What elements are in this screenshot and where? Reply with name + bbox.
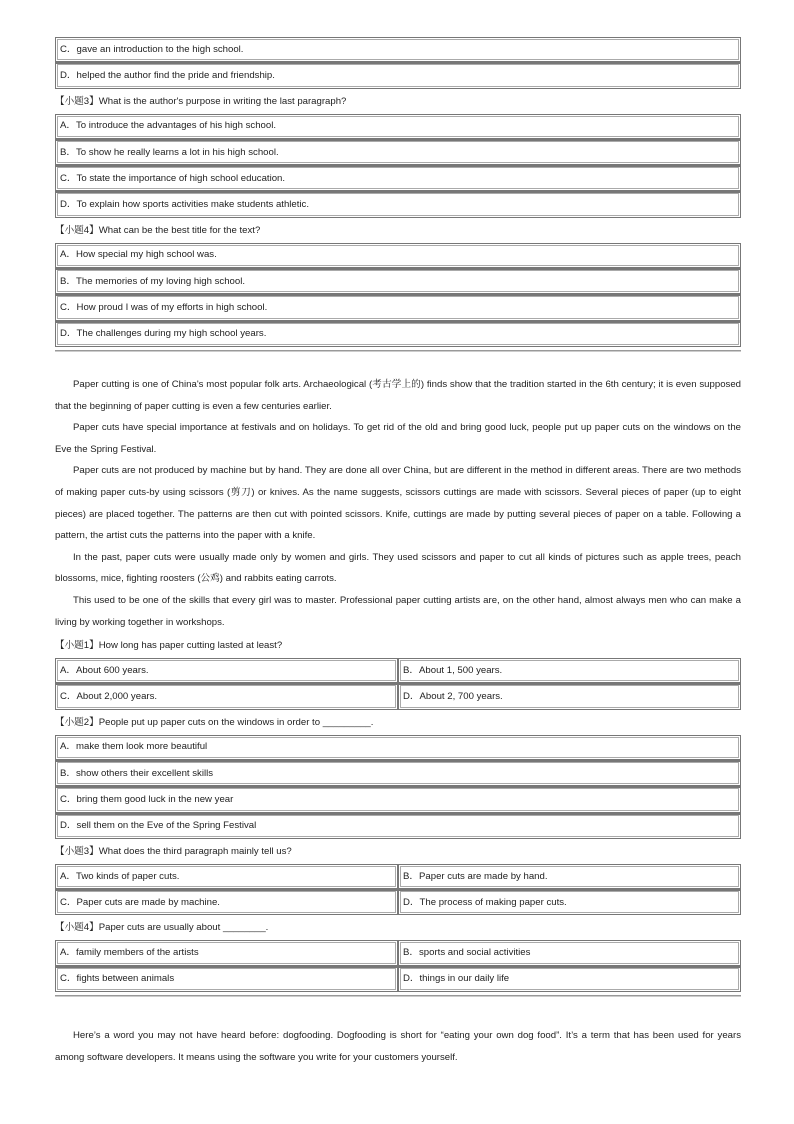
passage-paragraph: Paper cuts have special importance at festivals and on holidays. To get rid of the old and bring good luck, people put up paper cuts on the windows on the Eve the Spring Festival. (55, 422, 741, 455)
options-table-s2-q3 (55, 864, 741, 916)
option-b[interactable]: B．sports and social activities (398, 940, 741, 965)
passage-paragraph: Here’s a word you may not have heard before: dogfooding. Dogfooding is short for “eating your own dog food”. It’s a term that has been used for years among software developers. It means using the software you write for your customers yourself. (55, 1030, 741, 1063)
options-table-q3 (55, 114, 741, 218)
option-c[interactable]: C．Paper cuts are made by machine. (55, 889, 398, 915)
options-table-s2-q1 (55, 658, 741, 710)
question-text: How long has paper cutting lasted at least? (98, 640, 283, 652)
passage-paragraph: Paper cuts are not produced by machine but by hand. They are done all over China, but are different in the method in different areas. There are two methods of making paper cuts-by using scissors (剪刀) or knives. As the name suggests, scissors cuttings are made with scissors. Several pieces of paper (up to eight pieces) are placed together. The patterns are then cut with pointed scissors. Knife, cuttings are made by putting several pieces of paper on a table. Following a pattern, the artist cuts the patterns into the paper with a knife. (55, 465, 741, 542)
option-c[interactable]: C．gave an introduction to the high school. (55, 37, 741, 62)
option-c[interactable]: C．About 2,000 years. (55, 683, 398, 709)
option-c[interactable]: C．To state the importance of high school education. (55, 165, 741, 191)
question-3 (55, 839, 741, 864)
option-b[interactable]: B．show others their excellent skills (55, 760, 741, 786)
option-a[interactable]: A．About 600 years. (55, 658, 398, 683)
option-d[interactable]: D．sell them on the Eve of the Spring Festival (55, 813, 741, 839)
option-a[interactable]: A．How special my high school was. (55, 243, 741, 268)
reading-passage-paper-cutting (55, 374, 741, 633)
option-a[interactable]: A．To introduce the advantages of his high school. (55, 114, 741, 139)
question-label: 【小题3】 (55, 95, 99, 107)
options-table-top (55, 37, 741, 89)
reading-passage-dogfooding (55, 1025, 741, 1068)
passage-paragraph: In the past, paper cuts were usually made only by women and girls. They used scissors and paper to cut all kinds of pictures such as apple trees, peach blossoms, mice, fighting roosters (公鸡) and rabbits eating carrots. (55, 551, 741, 585)
question-text: Paper cuts are usually about ________. (98, 922, 269, 934)
option-d[interactable]: D．The process of making paper cuts. (398, 889, 741, 915)
question-label: 【小题4】 (55, 922, 99, 934)
option-c[interactable]: C．How proud I was of my efforts in high school. (55, 294, 741, 320)
option-a[interactable]: A．make them look more beautiful (55, 735, 741, 760)
options-table-s2-q4 (55, 940, 741, 992)
option-d[interactable]: D．To explain how sports activities make students athletic. (55, 191, 741, 217)
option-b[interactable]: B．Paper cuts are made by hand. (398, 864, 741, 889)
option-a[interactable]: A．Two kinds of paper cuts. (55, 864, 398, 889)
option-d[interactable]: D．About 2, 700 years. (398, 683, 741, 709)
question-text: What can be the best title for the text? (98, 224, 261, 236)
question-label: 【小题1】 (55, 640, 99, 652)
option-b[interactable]: B．The memories of my loving high school. (55, 268, 741, 294)
option-d[interactable]: D．The challenges during my high school years. (55, 321, 741, 347)
option-d[interactable]: D．things in our daily life (398, 966, 741, 992)
options-table-q4 (55, 243, 741, 347)
option-b[interactable]: B．About 1, 500 years. (398, 658, 741, 683)
question-4 (55, 218, 741, 243)
question-1 (55, 633, 741, 658)
options-table-s2-q2 (55, 735, 741, 839)
question-4 (55, 915, 741, 940)
document-page (55, 37, 741, 1068)
question-text: What is the author's purpose in writing the last paragraph? (98, 95, 347, 107)
option-c[interactable]: C．fights between animals (55, 966, 398, 992)
question-3 (55, 89, 741, 114)
passage-paragraph: This used to be one of the skills that every girl was to master. Professional paper cutting artists are, on the other hand, almost always men who can make a living by working together in workshops. (55, 594, 741, 628)
question-text: What does the third paragraph mainly tell us? (98, 845, 292, 857)
question-2 (55, 710, 741, 735)
question-text: People put up paper cuts on the windows in order to _________. (98, 716, 374, 728)
option-d[interactable]: D．helped the author find the pride and friendship. (55, 62, 741, 88)
question-label: 【小题2】 (55, 716, 99, 728)
option-c[interactable]: C．bring them good luck in the new year (55, 786, 741, 812)
passage-paragraph: Paper cutting is one of China's most popular folk arts. Archaeological (考古学上的) finds show that the tradition started in the 6th century; it is even supposed that the beginning of paper cutting is even a few centuries earlier. (55, 378, 741, 412)
question-label: 【小题4】 (55, 224, 99, 236)
option-a[interactable]: A．family members of the artists (55, 940, 398, 965)
option-b[interactable]: B．To show he really learns a lot in his high school. (55, 139, 741, 165)
question-label: 【小题3】 (55, 845, 99, 857)
